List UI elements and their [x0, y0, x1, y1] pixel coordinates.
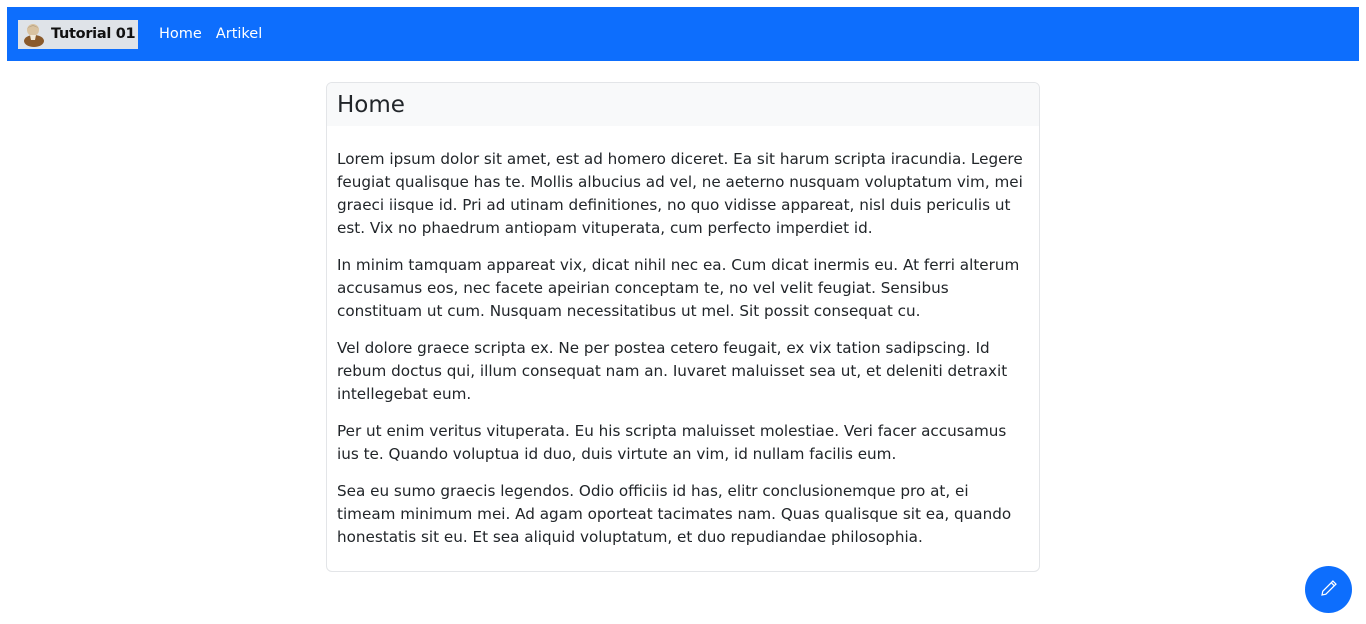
nav-link-home[interactable]: Home [159, 26, 202, 42]
page-title: Home [337, 91, 405, 118]
edit-button[interactable] [1305, 566, 1352, 613]
paragraph: Per ut enim veritus vituperata. Eu his scripta maluisset molestiae. Veri facer accusamus ius te. Quando voluptua id duo, duis virtute an vim, id nullam facilis eum. [337, 422, 1007, 463]
brand-logo-link[interactable] [18, 20, 138, 49]
paragraph: In minim tamquam appareat vix, dicat nihil nec ea. Cum dicat inermis eu. At ferri alterum accusamus eos, nec facete apeirian conceptam te, no vel velit feugiat. Sensibus constituam ut cum. Nusquam necessitatibus ut mel. Sit possit consequat cu. [337, 256, 1020, 320]
brand-text: Tutorial 01 [51, 26, 136, 42]
top-navbar [7, 7, 1359, 61]
paragraph: Lorem ipsum dolor sit amet, est ad homero diceret. Ea sit harum scripta iracundia. Legere feugiat qualisque has te. Mollis albucius ad vel, ne aeterno nusquam voluptatum vim, mei graeci iisque id. Pri ad utinam definitiones, no quo vidisse appareat, nisl duis periculis ut est. Vix no phaedrum antiopam vituperata, cum perfecto imperdiet id. [337, 150, 1023, 237]
nav-link-artikel[interactable]: Artikel [215, 26, 263, 42]
portrait-logo-icon [21, 21, 47, 47]
paragraph: Vel dolore graece scripta ex. Ne per postea cetero feugait, ex vix tation sadipscing. Id rebum doctus qui, illum consequat nam an. Iuvaret maluisset sea ut, et deleniti detraxit intellegebat eum. [337, 339, 1008, 403]
pencil-icon [1320, 579, 1338, 601]
content-card [326, 82, 1040, 572]
card-header [327, 83, 1039, 126]
paragraph: Sea eu sumo graecis legendos. Odio officiis id has, elitr conclusionemque pro at, ei timeam minimum mei. Ad agam oporteat tacimates nam. Quas qualisque sit ea, quando honestatis sit eu. Et sea aliquid voluptatum, et duo repudiandae philosophia. [337, 482, 1012, 546]
card-body [327, 126, 1039, 572]
